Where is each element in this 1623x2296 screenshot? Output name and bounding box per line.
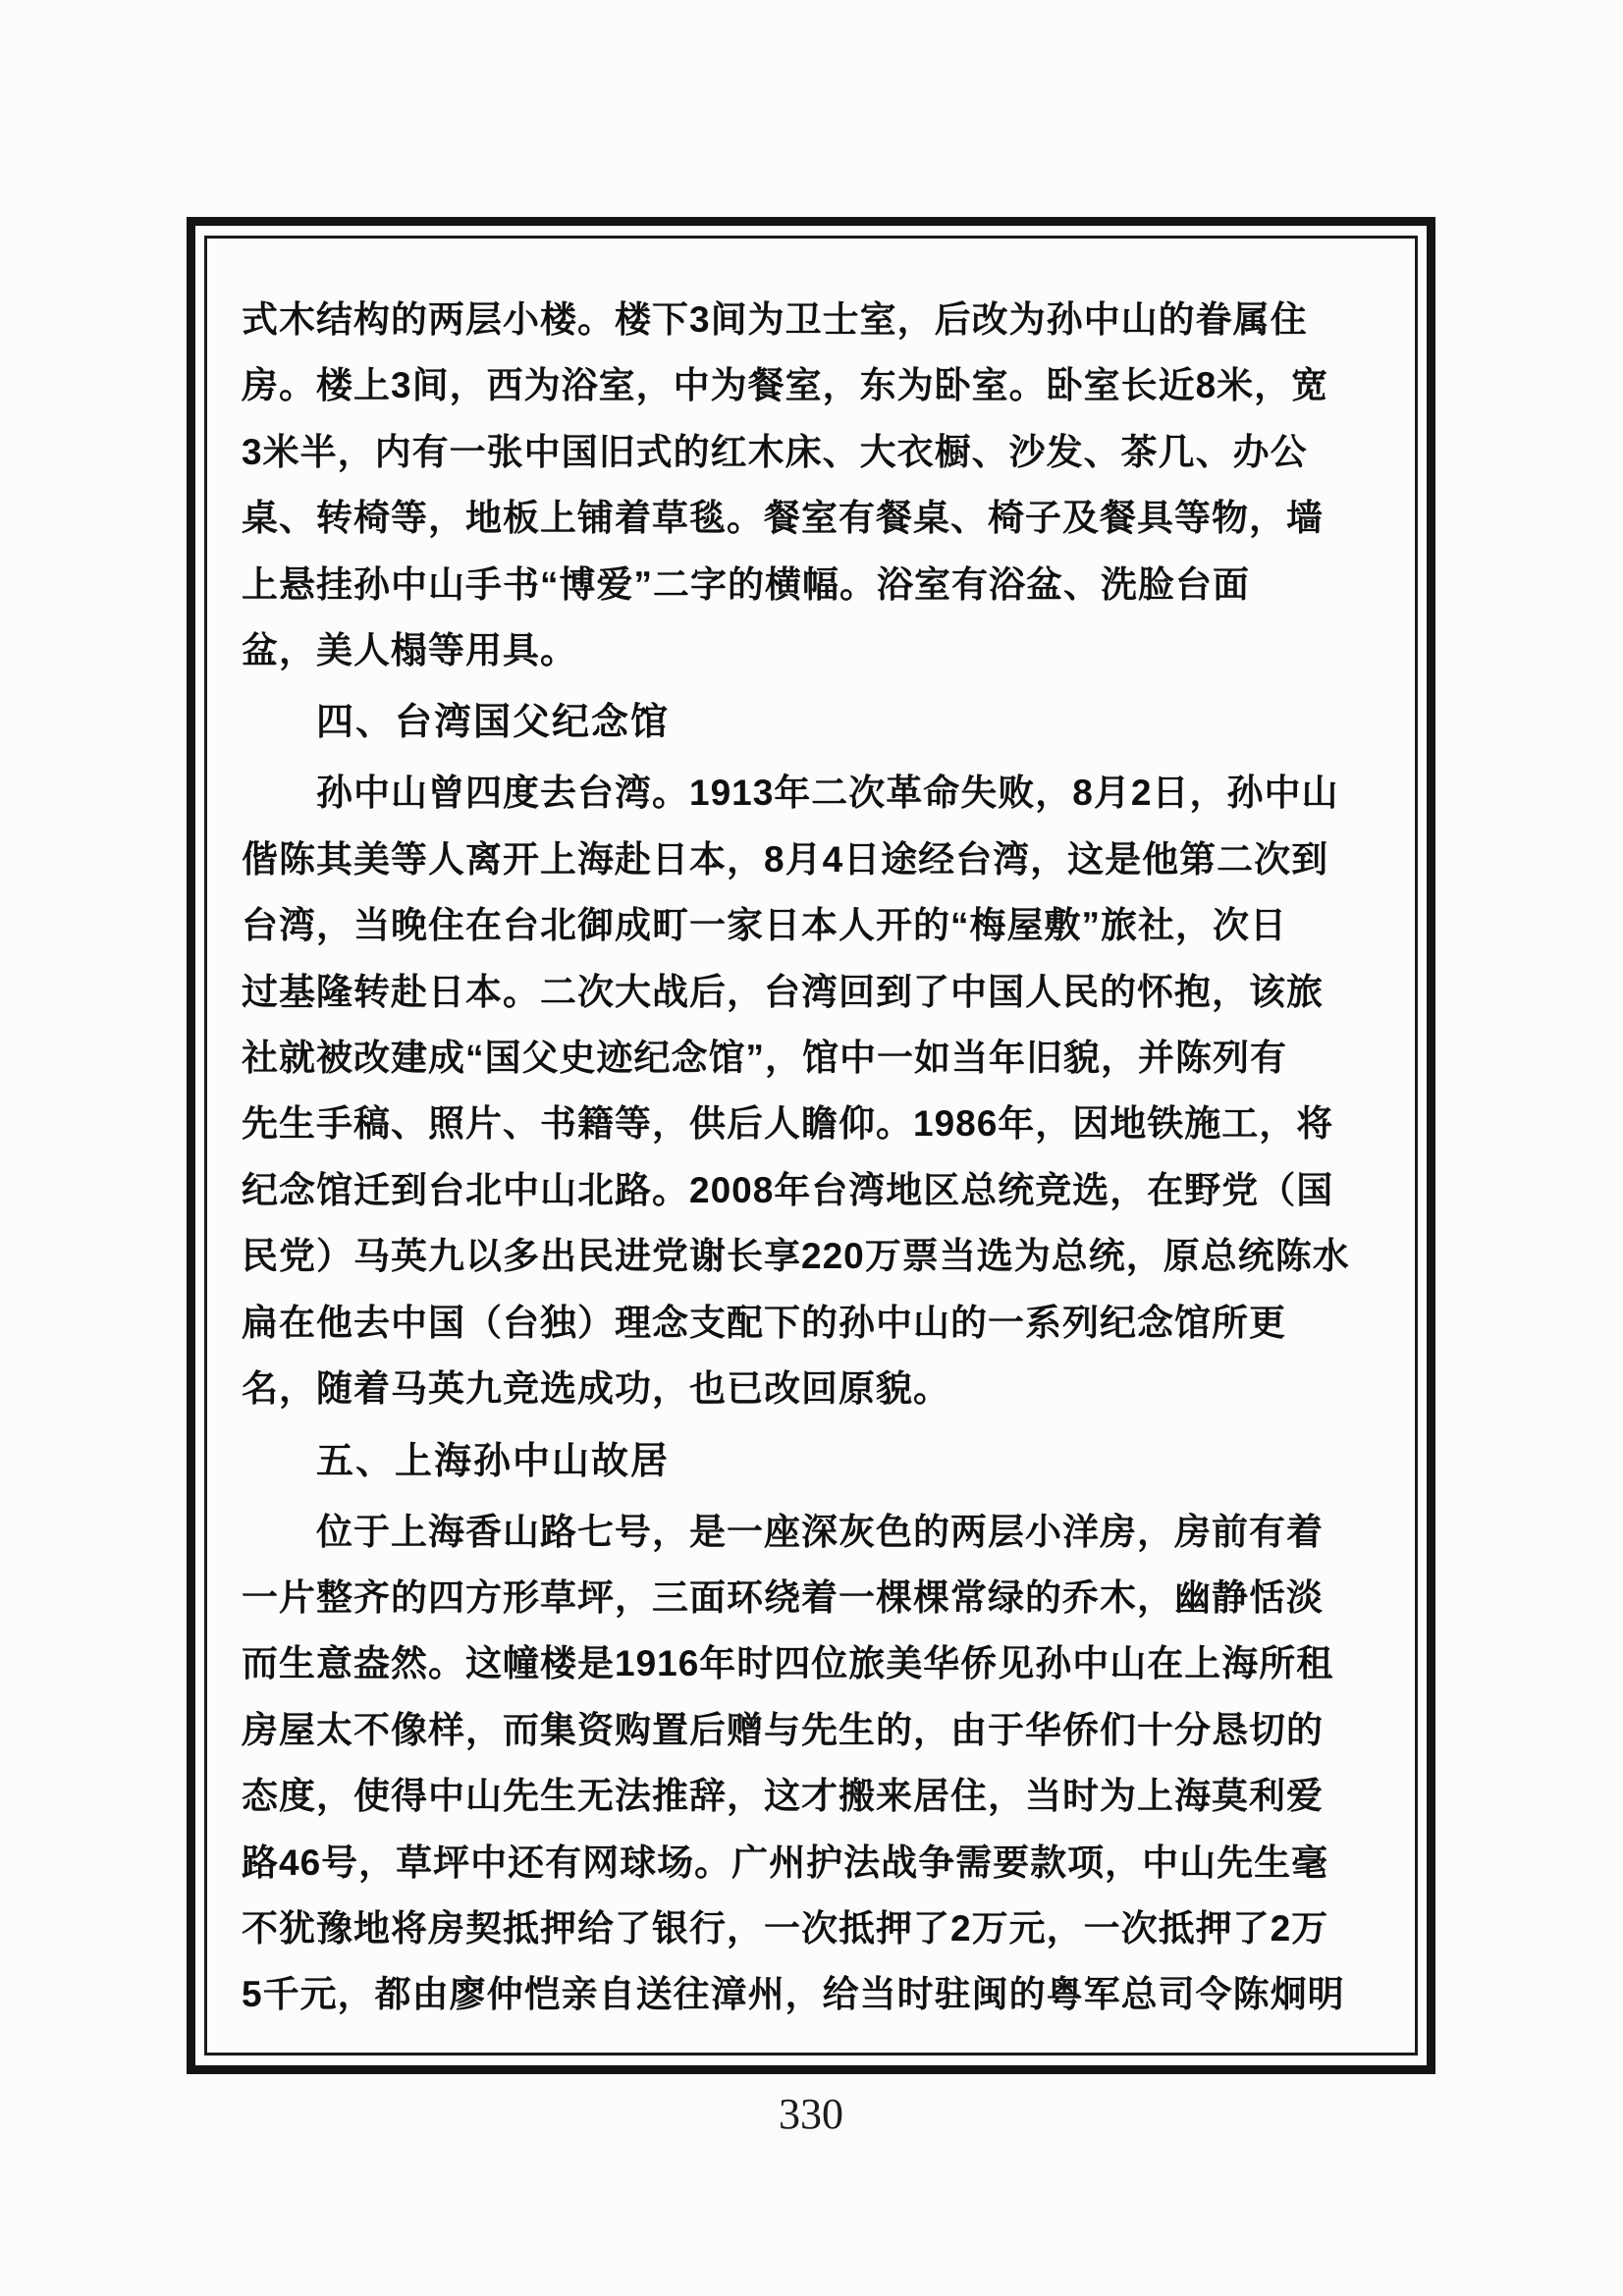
- body-line: 上悬挂孙中山手书“博爱”二字的横幅。浴室有浴盆、洗脸台面: [242, 563, 1250, 605]
- body-line: 纪念馆迁到台北中山北路。2008年台湾地区总统竞选，在野党（国: [242, 1169, 1334, 1210]
- body-line: 社就被改建成“国父史迹纪念馆”，馆中一如当年旧貌，并陈列有: [242, 1038, 1287, 1079]
- body-line: 房。楼上3间，西为浴室，中为餐室，东为卧室。卧室长近8米，宽: [242, 365, 1329, 406]
- body-line: 偕陈其美等人离开上海赴日本，8月4日途经台湾，这是他第二次到: [242, 838, 1329, 880]
- body-line: 过基隆转赴日本。二次大战后，台湾回到了中国人民的怀抱，该旅: [242, 971, 1324, 1012]
- body-line: 台湾，当晚住在台北御成町一家日本人开的“梅屋敷”旅社，次日: [242, 905, 1287, 946]
- body-line: 路46号，草坪中还有网球场。广州护法战争需要款项，中山先生毫: [242, 1842, 1329, 1883]
- section-heading-text: 四、台湾国父纪念馆: [316, 702, 671, 744]
- body-line: 桌、转椅等，地板上铺着草毯。餐室有餐桌、椅子及餐具等物，墙: [242, 498, 1324, 539]
- body-line: 扁在他去中国（台独）理念支配下的孙中山的一系列纪念馆所更: [242, 1302, 1286, 1343]
- body-paragraph: [242, 760, 1350, 1421]
- section-heading-text: 五、上海孙中山故居: [316, 1440, 671, 1482]
- body-line: 而生意盎然。这幢楼是1916年时四位旅美华侨见孙中山在上海所租: [242, 1643, 1334, 1684]
- body-paragraph: [242, 287, 1329, 683]
- body-line: 3米半，内有一张中国旧式的红木床、大衣橱、沙发、茶几、办公: [242, 431, 1308, 472]
- body-line: 态度，使得中山先生无法推辞，这才搬来居住，当时为上海莫利爱: [242, 1776, 1324, 1817]
- body-line: 民党）马英九以多出民进党谢长享220万票当选为总统，原总统陈水: [242, 1236, 1350, 1277]
- body-line: 式木结构的两层小楼。楼下3间为卫士室，后改为孙中山的眷属住: [242, 299, 1308, 340]
- page-number: 330: [779, 2090, 843, 2138]
- body-line: 盆，美人榻等用具。: [242, 630, 577, 671]
- body-line: 一片整齐的四方形草坪，三面环绕着一棵棵常绿的乔木，幽静恬淡: [242, 1576, 1324, 1618]
- body-line: 房屋太不像样，而集资购置后赠与先生的，由于华侨们十分恳切的: [242, 1709, 1324, 1750]
- section-heading: [242, 1427, 1255, 1496]
- body-line: 不犹豫地将房契抵押给了银行，一次抵押了2万元，一次抵押了2万: [242, 1907, 1329, 1949]
- body-line: 名，随着马英九竞选成功，也已改回原貌。: [242, 1368, 950, 1410]
- body-line: 5千元，都由廖仲恺亲自送往漳州，给当时驻闽的粤军总司令陈炯明: [242, 1974, 1345, 2015]
- body-paragraph: [242, 1499, 1345, 2028]
- text-block-container: [242, 287, 1350, 2028]
- body-line: 位于上海香山路七号，是一座深灰色的两层小洋房，房前有着: [316, 1511, 1324, 1552]
- section-heading: [242, 688, 1255, 757]
- body-line: 孙中山曾四度去台湾。1913年二次革命失败，8月2日，孙中山: [316, 773, 1339, 814]
- body-line: 先生手稿、照片、书籍等，供后人瞻仰。1986年，因地铁施工，将: [242, 1103, 1334, 1145]
